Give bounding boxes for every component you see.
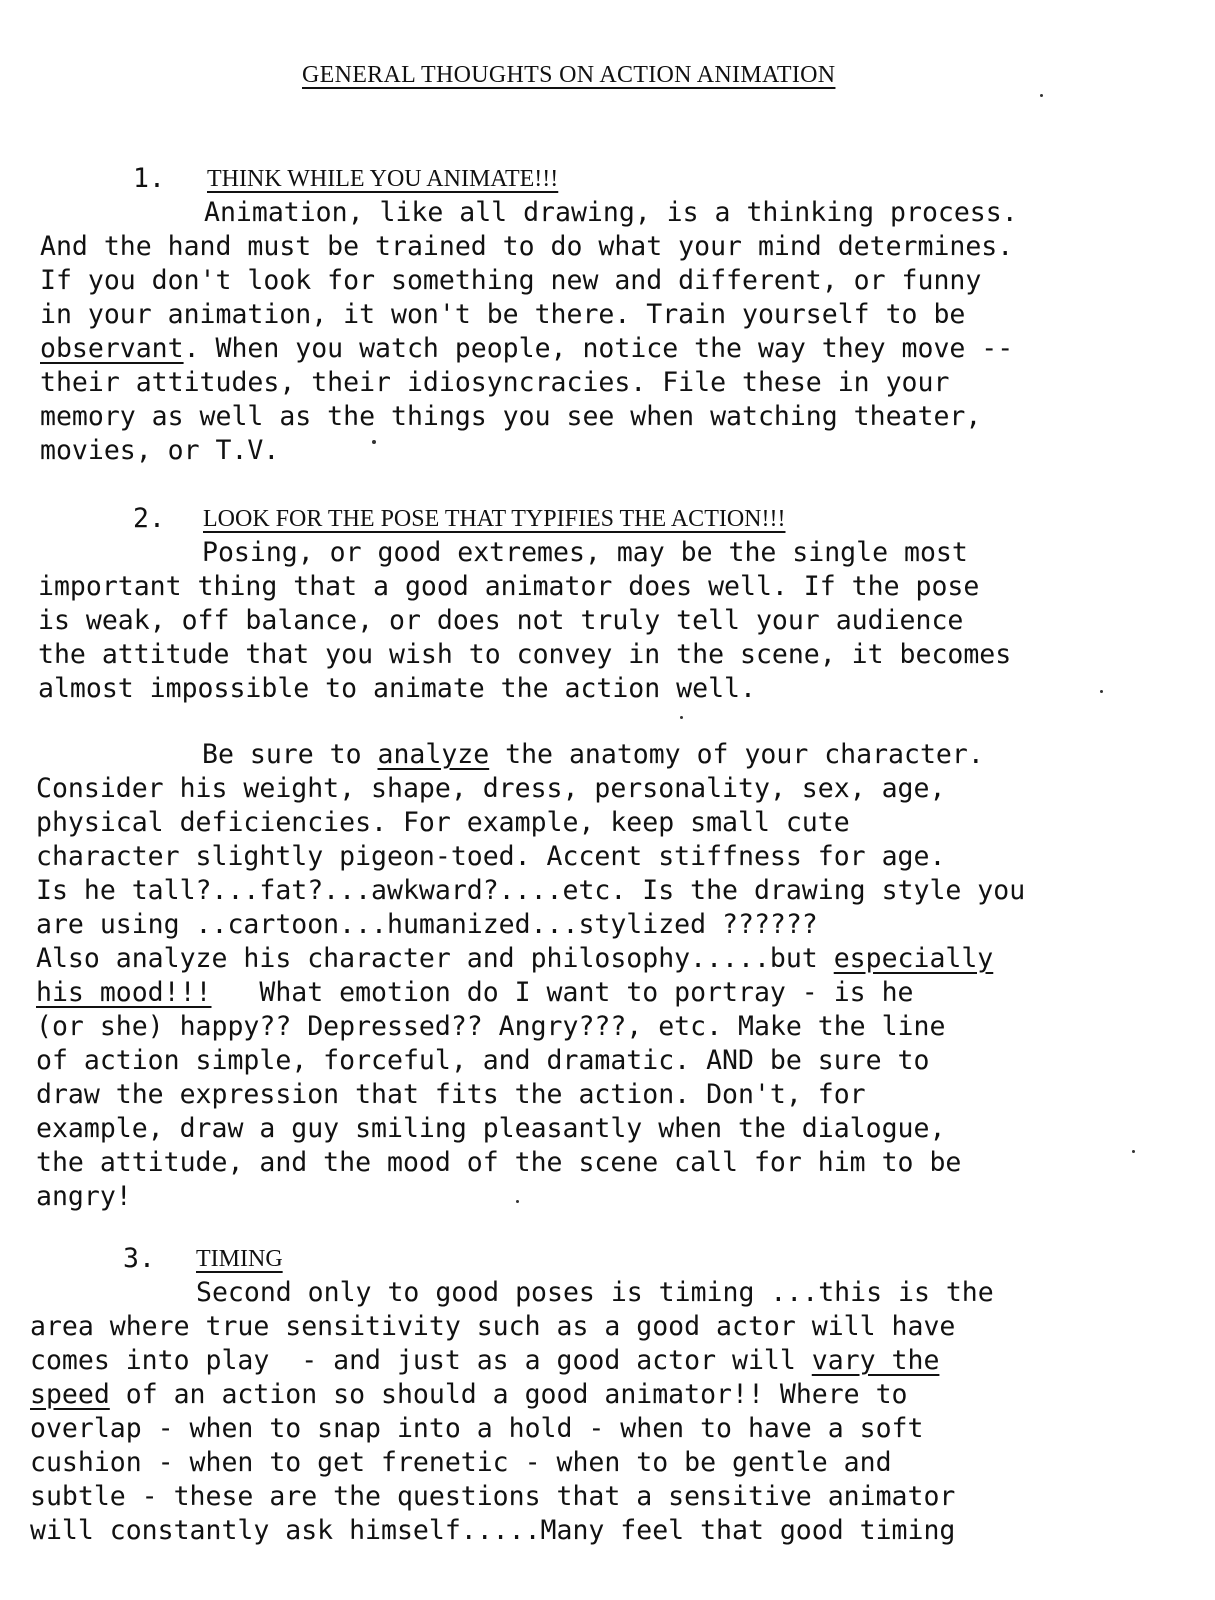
section-3-line-3-start: comes into play - and just as a good actor will xyxy=(30,1345,812,1376)
section-3-line-8: will constantly ask himself.....Many feel that good timing xyxy=(30,1515,956,1546)
section-1-line-4: in your animation, it won't be there. Train yourself to be xyxy=(40,299,966,330)
section-2-para2-line-6: are using ..cartoon...humanized...stylized ?????? xyxy=(36,909,818,940)
section-2-para2-line-7 xyxy=(36,942,993,976)
section-3-number: 3. xyxy=(123,1243,155,1274)
section-2-line-2: important thing that a good animator does well. If the pose xyxy=(38,571,980,602)
section-3-line-5: overlap - when to snap into a hold - when to have a soft xyxy=(30,1413,924,1444)
section-1-line-5 xyxy=(40,332,1013,366)
scan-speck xyxy=(372,440,376,444)
section-3-line-7: subtle - these are the questions that a sensitive animator xyxy=(30,1481,956,1512)
emphasis-observant: observant xyxy=(40,333,184,364)
section-2-para2-line-5: Is he tall?...fat?...awkward?....etc. Is the drawing style you xyxy=(36,875,1026,906)
section-1-line-1: Animation, like all drawing, is a thinking process. xyxy=(204,197,1018,228)
scan-speck xyxy=(516,1200,519,1203)
section-2-para2-line-12: example, draw a guy smiling pleasantly when the dialogue, xyxy=(36,1113,946,1144)
section-3-heading: TIMING xyxy=(196,1246,283,1272)
section-2-line-3: is weak, off balance, or does not truly tell your audience xyxy=(38,605,964,636)
para2-line-1-start: Be sure to xyxy=(202,739,378,770)
section-3-line-2: area where true sensitivity such as a good actor will have xyxy=(30,1311,956,1342)
section-1-line-7: memory as well as the things you see when watching theater, xyxy=(40,401,982,432)
section-1-number: 1. xyxy=(133,163,165,194)
section-1-line-3: If you don't look for something new and different, or funny xyxy=(40,265,982,296)
para2-line-1-end: the anatomy of your character. xyxy=(489,739,984,770)
section-2-line-1: Posing, or good extremes, may be the single most xyxy=(202,537,968,568)
para2-line-7-start: Also analyze his character and philosophy.....but xyxy=(36,943,834,974)
scan-speck xyxy=(1132,1150,1135,1153)
section-1-line-8: movies, or T.V. xyxy=(40,435,280,466)
section-3-line-3 xyxy=(30,1344,939,1378)
section-3-line-4-rest: of an action so should a good animator!! Where to xyxy=(109,1379,908,1410)
section-3-line-1: Second only to good poses is timing ...this is the xyxy=(196,1277,994,1308)
page-title: GENERAL THOUGHTS ON ACTION ANIMATION xyxy=(302,62,836,88)
para2-line-8-rest: What emotion do I want to portray - is he xyxy=(211,977,914,1008)
scan-speck xyxy=(1040,94,1043,97)
scan-speck xyxy=(680,716,683,719)
section-1-heading: THINK WHILE YOU ANIMATE!!! xyxy=(207,166,559,192)
section-2-number: 2. xyxy=(133,503,165,534)
section-2-para2-line-4: character slightly pigeon-toed. Accent stiffness for age. xyxy=(36,841,946,872)
section-2-para2-line-9: (or she) happy?? Depressed?? Angry???, etc. Make the line xyxy=(36,1011,946,1042)
section-2-para2-line-3: physical deficiencies. For example, keep small cute xyxy=(36,807,850,838)
section-1-line-5-rest: . When you watch people, notice the way they move -- xyxy=(183,333,1014,364)
emphasis-analyze: analyze xyxy=(377,739,490,770)
emphasis-his-mood: his mood!!! xyxy=(36,977,212,1008)
section-3-line-4 xyxy=(30,1378,908,1412)
section-2-line-5: almost impossible to animate the action well. xyxy=(38,673,756,704)
emphasis-speed: speed xyxy=(30,1379,110,1410)
emphasis-vary-the: vary the xyxy=(811,1345,940,1376)
section-3-line-6: cushion - when to get frenetic - when to be gentle and xyxy=(30,1447,892,1478)
section-2-line-4: the attitude that you wish to convey in the scene, it becomes xyxy=(38,639,1012,670)
section-2-para2-line-10: of action simple, forceful, and dramatic. AND be sure to xyxy=(36,1045,930,1076)
section-1-line-6: their attitudes, their idiosyncracies. File these in your xyxy=(40,367,950,398)
section-2-para2-line-14: angry! xyxy=(36,1181,132,1212)
section-2-para2-line-11: draw the expression that fits the action. Don't, for xyxy=(36,1079,866,1110)
section-2-para2-line-2: Consider his weight, shape, dress, personality, sex, age, xyxy=(36,773,946,804)
section-2-heading: LOOK FOR THE POSE THAT TYPIFIES THE ACTION!!! xyxy=(203,506,786,532)
section-2-para2-line-1 xyxy=(202,738,984,772)
section-2-para2-line-13: the attitude, and the mood of the scene call for him to be xyxy=(36,1147,962,1178)
section-1-line-2: And the hand must be trained to do what your mind determines. xyxy=(40,231,1014,262)
emphasis-especially: especially xyxy=(833,943,994,974)
section-2-para2-line-8 xyxy=(36,976,914,1010)
scan-speck xyxy=(1100,690,1103,693)
